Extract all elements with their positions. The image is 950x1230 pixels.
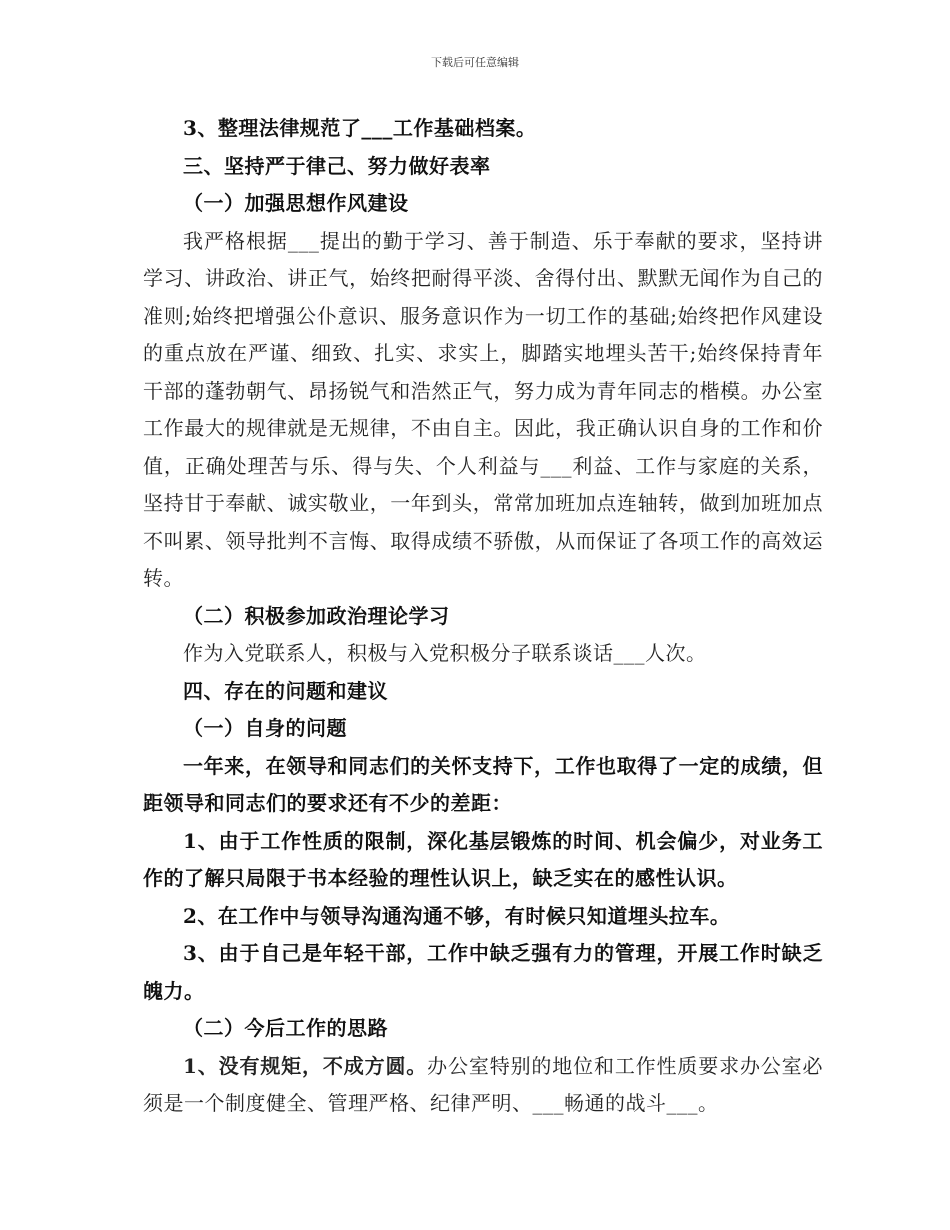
- subsection-heading-1: （一）加强思想作风建设: [183, 191, 409, 215]
- subsection-heading-problems: （一）自身的问题: [183, 716, 347, 740]
- paragraph-party-contact: 作为入党联系人，积极与入党积极分子联系谈话___人次。: [183, 641, 707, 665]
- paragraph-plan-1: [143, 1048, 823, 1123]
- plan-1-lead: 1、没有规矩，不成方圆。: [183, 1053, 428, 1078]
- paragraph-1: 3、整理法律规范了___工作基础档案。: [183, 116, 537, 140]
- page-header: 下载后可任意编辑: [431, 56, 519, 69]
- paragraph-issue-2: 2、在工作中与领导沟通沟通不够，有时候只知道埋头拉车。: [183, 903, 731, 928]
- paragraph-style: 我严格根据___提出的勤于学习、善于制造、乐于奉献的要求，坚持讲学习、讲政治、讲正气，始终把耐得平淡、舍得付出、默默无闻作为自己的准则;始终把增强公仆意识、服务意识作为一切工作的基础;始终把作风建设的重点放在严谨、细致、扎实、求实上，脚踏实地埋头苦干;始终保持青年干部的蓬勃朝气、昂扬锐气和浩然正气，努力成为青年同志的楷模。办公室工作最大的规律就是无规律，不由自主。因此，我正确认识自身的工作和价值，正确处理苦与乐、得与失、个人利益与___利益、工作与家庭的关系，坚持甘于奉献、诚实敬业，一年到头，常常加班加点连轴转，做到加班加点不叫累、领导批判不言悔、取得成绩不骄傲，从而保证了各项工作的高效运转。: [143, 228, 823, 590]
- subsection-heading-2: （二）积极参加政治理论学习: [183, 603, 450, 628]
- paragraph-issue-3: 3、由于自己是年轻干部，工作中缺乏强有力的管理，开展工作时缺乏魄力。: [143, 941, 823, 1003]
- paragraph-issue-1: 1、由于工作性质的限制，深化基层锻炼的时间、机会偏少，对业务工作的了解只局限于书本经验的理性认识上，缺乏实在的感性认识。: [143, 828, 823, 890]
- section-heading-4: 四、存在的问题和建议: [183, 678, 388, 703]
- subsection-heading-plans: （二）今后工作的思路: [183, 1016, 388, 1040]
- document-body: [143, 110, 823, 1123]
- section-heading-3: 三、坚持严于律己、努力做好表率: [183, 153, 491, 178]
- paragraph-year-summary: 一年来，在领导和同志们的关怀支持下，工作也取得了一定的成绩，但距领导和同志们的要求还有不少的差距：: [143, 753, 823, 815]
- plan-1-body: 办公室特别的地位和工作性质要求办公室必须是一个制度健全、管理严格、纪律严明、___畅通的战斗___。: [143, 1053, 824, 1115]
